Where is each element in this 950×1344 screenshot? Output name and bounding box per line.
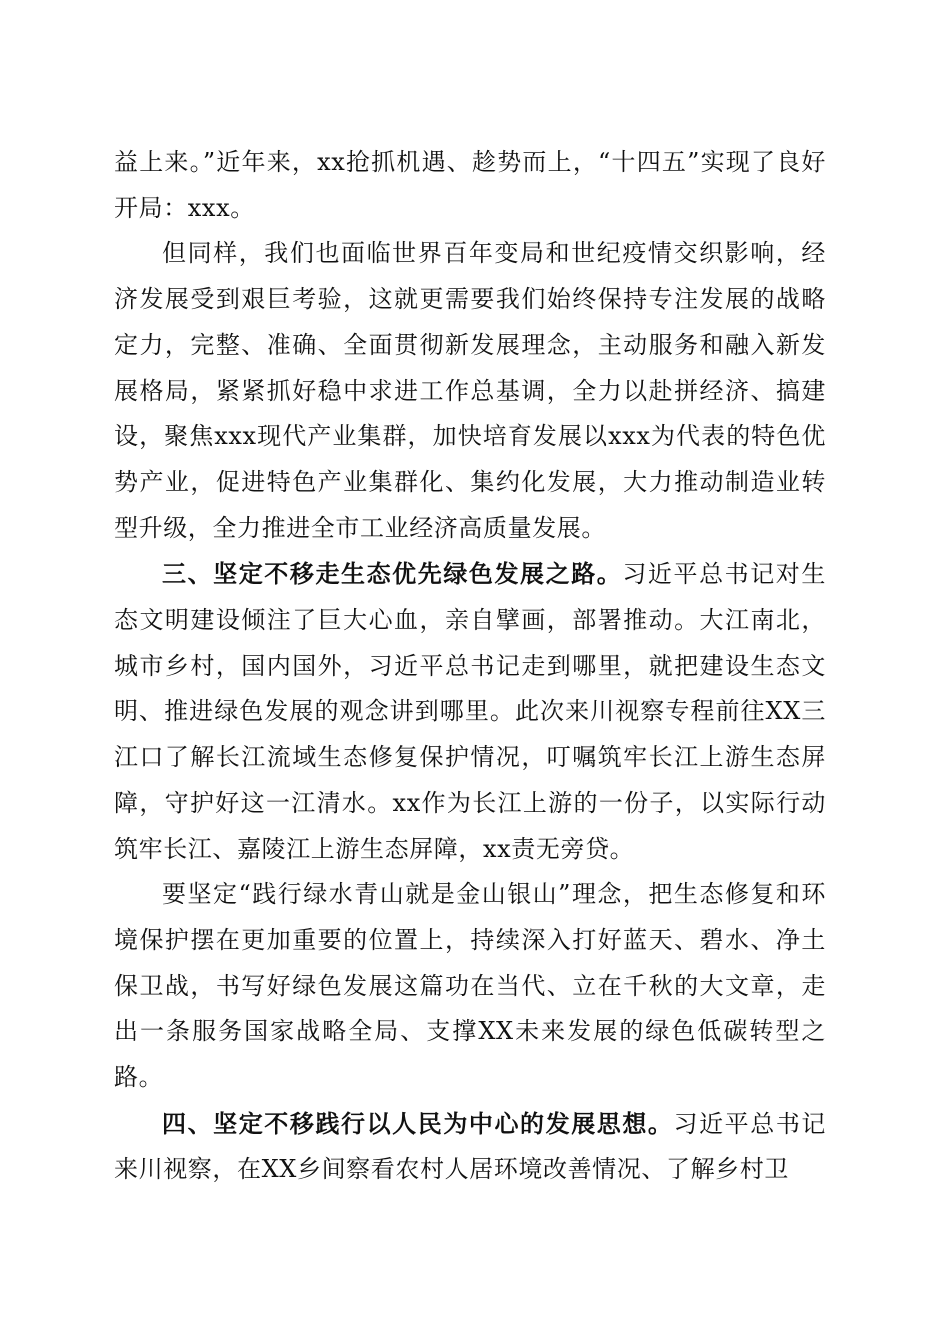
paragraph-text: 但同样，我们也面临世界百年变局和世纪疫情交织影响，经济发展受到艰巨考验，这就更需要我们始终保持专注发展的战略定力，完整、准确、全面贯彻新发展理念，主动服务和融入新发展格局，紧紧抓好稳中求进工作总基调，全力以赴拼经济、搞建设，聚焦xxx现代产业集群，加快培育发展以xxx为代表的特色优势产业，促进特色产业集群化、集约化发展，大力推动制造业转型升级，全力推进全市工业经济高质量发展。	[114, 239, 826, 542]
section-three-paragraph	[114, 551, 826, 872]
paragraph-economic-challenges	[114, 231, 826, 551]
section-four-heading: 四、坚定不移践行以人民为中心的发展思想。	[162, 1108, 674, 1138]
paragraph-continuation	[114, 140, 826, 231]
paragraph-text: 习近平总书记对生态文明建设倾注了巨大心血，亲自擘画，部署推动。大江南北，城市乡村，国内国外，习近平总书记走到哪里，就把建设生态文明、推进绿色发展的观念讲到哪里。此次来川视察专程前往XX三江口了解长江流域生态修复保护情况，叮嘱筑牢长江上游生态屏障，守护好这一江清水。xx作为长江上游的一份子，以实际行动筑牢长江、嘉陵江上游生态屏障，xx责无旁贷。	[114, 560, 826, 863]
paragraph-text: 习近平总书记来川视察，在XX乡间察看农村人居环境改善情况、了解乡村卫	[114, 1109, 826, 1184]
paragraph-text: 益上来。”近年来，xx抢抓机遇、趁势而上，“十四五”实现了良好开局：xxx。	[114, 148, 826, 222]
section-four-paragraph	[114, 1101, 826, 1193]
paragraph-text: 要坚定“践行绿水青山就是金山银山”理念，把生态修复和环境保护摆在更加重要的位置上，持续深入打好蓝天、碧水、净土保卫战，书写好绿色发展这篇功在当代、立在千秋的大文章，走出一条服务国家战略全局、支撑XX未来发展的绿色低碳转型之路。	[114, 880, 826, 1092]
paragraph-green-development	[114, 872, 826, 1101]
document-body	[114, 140, 826, 1193]
section-three-heading: 三、坚定不移走生态优先绿色发展之路。	[162, 559, 623, 589]
